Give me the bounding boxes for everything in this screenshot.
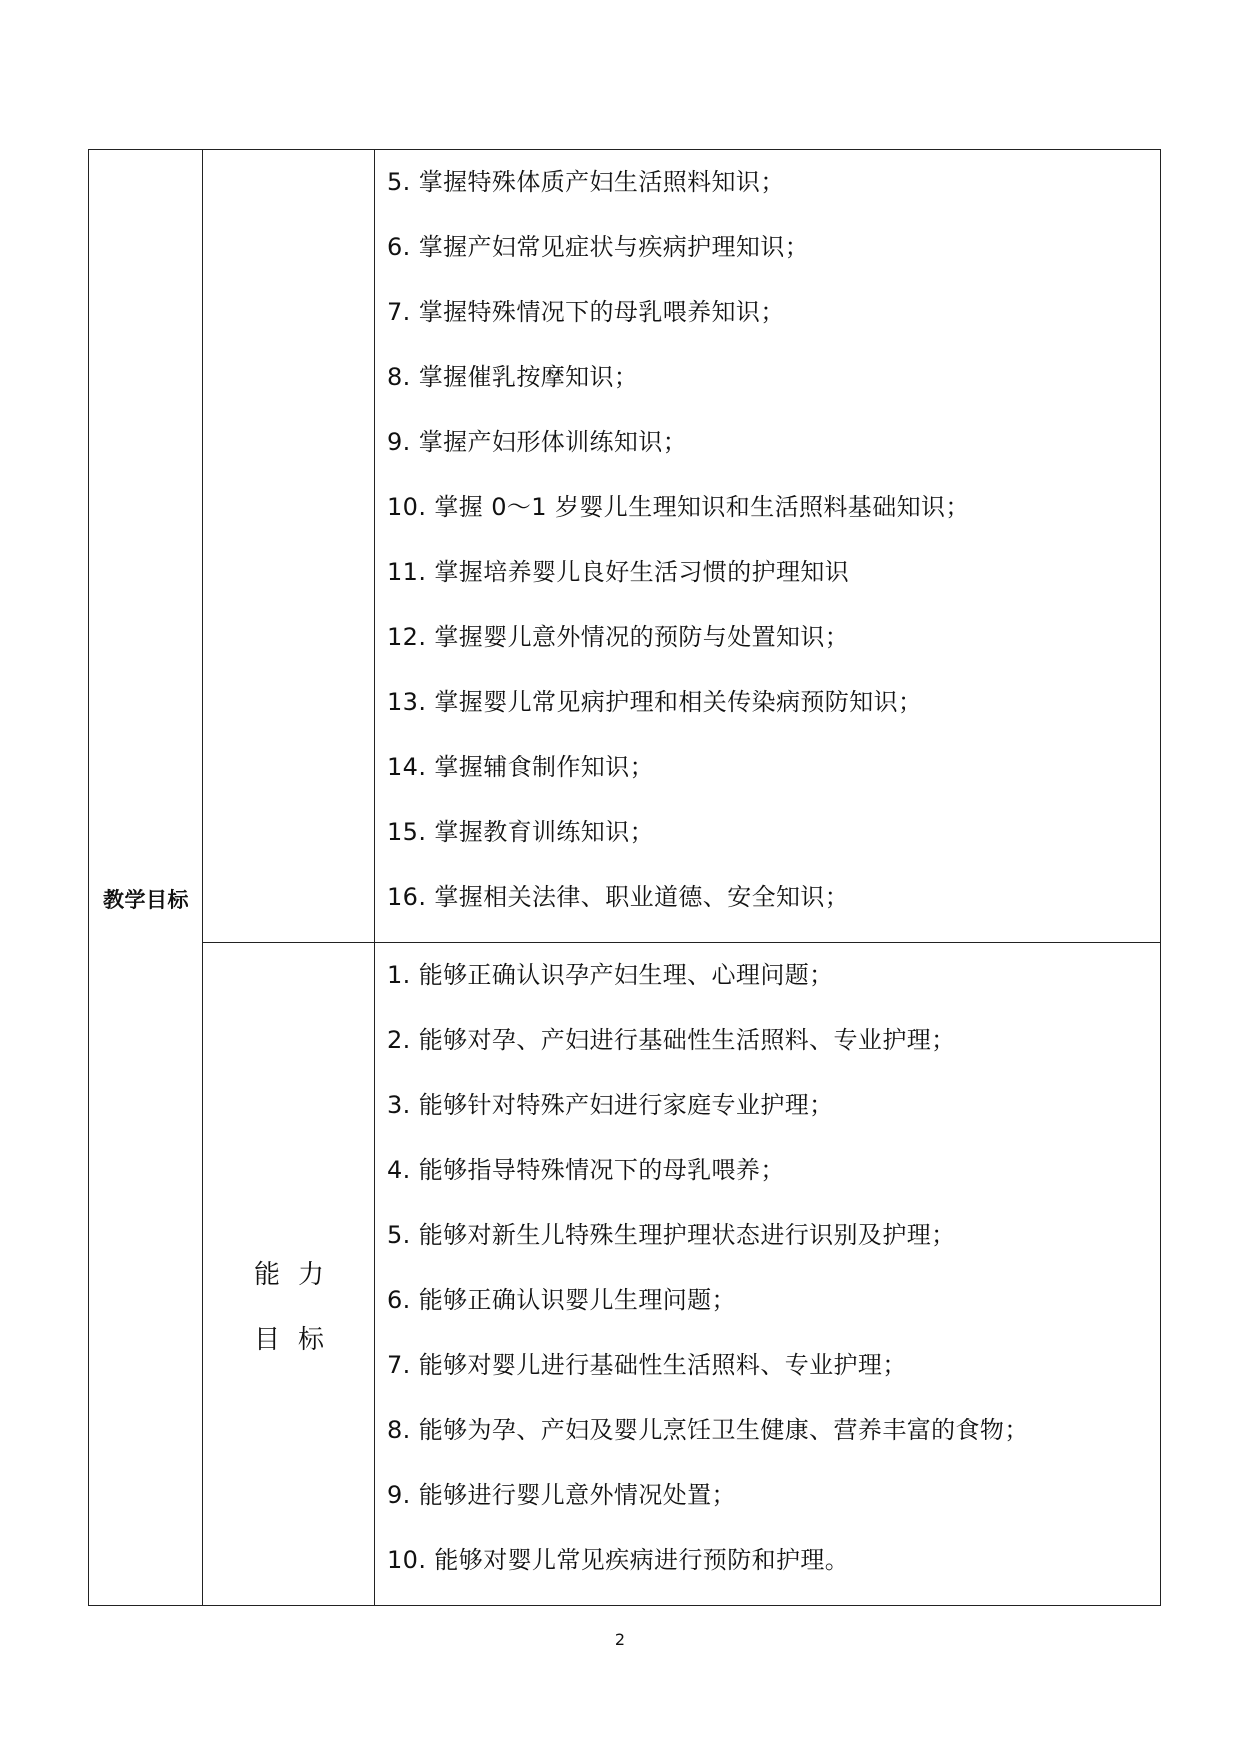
list-item: 1. 能够正确认识孕产妇生理、心理问题； (387, 961, 834, 989)
list-item: 7. 能够对婴儿进行基础性生活照料、专业护理； (387, 1351, 907, 1379)
list-item: 12. 掌握婴儿意外情况的预防与处置知识； (387, 623, 850, 651)
list-item: 10. 掌握 0～1 岁婴儿生理知识和生活照料基础知识； (387, 493, 970, 521)
category-cell (89, 150, 203, 1606)
objectives-table (88, 149, 1161, 1606)
list-item: 11. 掌握培养婴儿良好生活习惯的护理知识 (387, 558, 850, 586)
list-item: 8. 能够为孕、产妇及婴儿烹饪卫生健康、营养丰富的食物； (387, 1416, 1029, 1444)
ability-items-cell (375, 943, 1161, 1606)
list-item: 14. 掌握辅食制作知识； (387, 753, 654, 781)
list-item: 16. 掌握相关法律、职业道德、安全知识； (387, 883, 850, 911)
list-item: 8. 掌握催乳按摩知识； (387, 363, 639, 391)
category-label: 教学目标 (103, 888, 189, 912)
knowledge-subcategory-cell (203, 150, 375, 943)
list-item: 9. 能够进行婴儿意外情况处置； (387, 1481, 736, 1509)
list-item: 5. 掌握特殊体质产妇生活照料知识； (387, 168, 785, 196)
list-item: 6. 掌握产妇常见症状与疾病护理知识； (387, 233, 810, 261)
list-item: 3. 能够针对特殊产妇进行家庭专业护理； (387, 1091, 834, 1119)
ability-subcategory-cell (203, 943, 375, 1606)
list-item: 13. 掌握婴儿常见病护理和相关传染病预防知识； (387, 688, 923, 716)
list-item: 2. 能够对孕、产妇进行基础性生活照料、专业护理； (387, 1026, 956, 1054)
list-item: 15. 掌握教育训练知识； (387, 818, 654, 846)
list-item: 6. 能够正确认识婴儿生理问题； (387, 1286, 736, 1314)
page-number: 2 (614, 1630, 626, 1649)
ability-subcategory-label (203, 1243, 375, 1373)
list-item: 7. 掌握特殊情况下的母乳喂养知识； (387, 298, 785, 326)
list-item: 9. 掌握产妇形体训练知识； (387, 428, 688, 456)
knowledge-items-list (375, 162, 1160, 942)
ability-items-list (375, 955, 1160, 1605)
list-item: 10. 能够对婴儿常见疾病进行预防和护理。 (387, 1546, 850, 1574)
knowledge-items-cell (375, 150, 1161, 943)
ability-label-line1: 能力 (253, 1260, 342, 1290)
list-item: 4. 能够指导特殊情况下的母乳喂养； (387, 1156, 785, 1184)
list-item: 5. 能够对新生儿特殊生理护理状态进行识别及护理； (387, 1221, 956, 1249)
ability-label-line2: 目标 (253, 1325, 342, 1355)
